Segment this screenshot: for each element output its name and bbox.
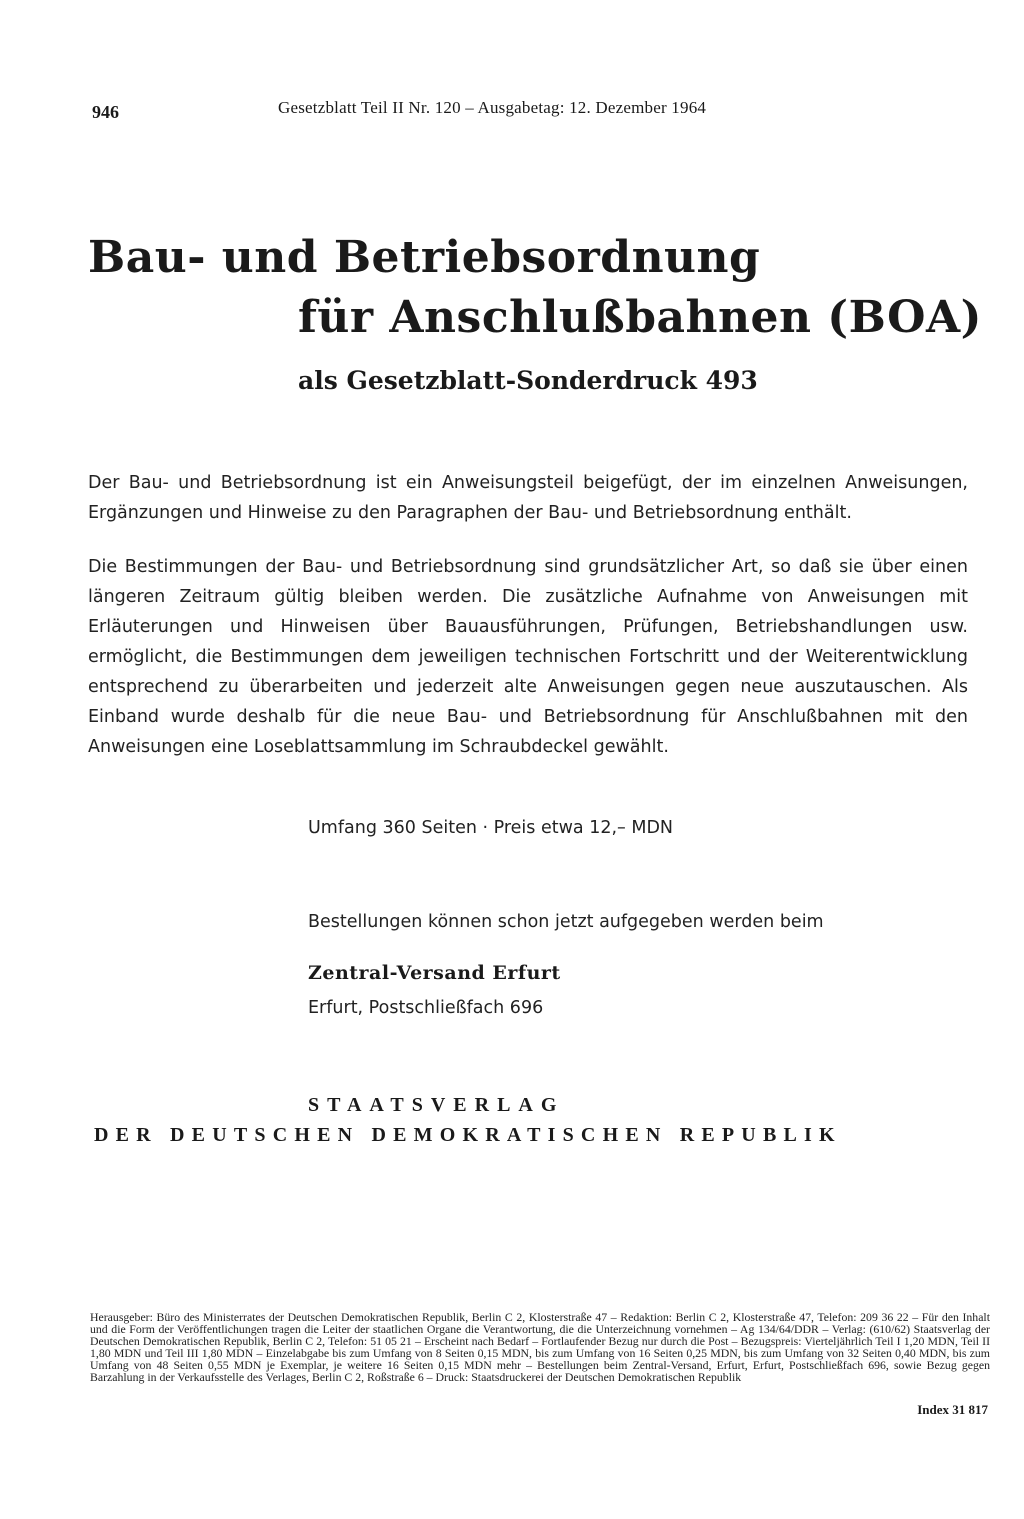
subtitle: als Gesetzblatt-Sonderdruck 493 xyxy=(298,366,758,395)
imprint-text: Herausgeber: Büro des Ministerrates der Deutschen Demokratischen Republik, Berlin C 2, Klosterstraße 47 – Redaktion: Berlin C 2, Klosterstraße 47, Telefon: 209 36 22 – Für den Inhalt und die Form der Veröffentlichungen tragen die Leiter der staatlichen Organe die Verantwortung, die die Unterzeichnung vornehmen – Ag 134/64/DDR – Verlag: (610/62) Staatsverlag der Deutschen Demokratischen Republik, Berlin C 2, Telefon: 51 05 21 – Erscheint nach Bedarf – Fortlaufender Bezug nur durch die Post – Bezugspreis: Vierteljährlich Teil I 1,20 MDN, Teil II 1,80 MDN und Teil III 1,80 MDN – Einzelabgabe bis zum Umfang von 8 Seiten 0,15 MDN, bis zum Umfang von 16 Seiten 0,25 MDN, bis zum Umfang von 32 Seiten 0,40 MDN, bis zum Umfang von 48 Seiten 0,55 MDN je Exemplar, je weitere 16 Seiten 0,15 MDN mehr – Bestellungen beim Zentral-Versand, Erfurt, Erfurt, Postschließfach 696, sowie Bezug gegen Barzahlung in der Verkaufsstelle des Verlages, Berlin C 2, Roßstraße 6 – Druck: Staatsdruckerei der Deutschen Demokratischen Republik xyxy=(90,1310,990,1384)
order-note: Bestellungen können schon jetzt aufgegeben werden beim xyxy=(308,912,824,932)
publisher-line-2: DER DEUTSCHEN DEMOKRATISCHEN REPUBLIK xyxy=(94,1124,842,1146)
paragraph-2: Die Bestimmungen der Bau- und Betriebsordnung sind grundsätzlicher Art, so daß sie über einen längeren Zeitraum gültig bleiben werden. Die zusätzliche Aufnahme von Anweisungen mit Erläuterungen und Hinweisen über Bauausführungen, Prüfungen, Betriebshandlungen usw. ermöglicht, die Bestimmungen dem jeweiligen technischen Fortschritt und der Weiterentwicklung entsprechend zu überarbeiten und jederzeit alte Anweisungen gegen neue auszutauschen. Als Einband wurde deshalb für die neue Bau- und Betriebsordnung für Anschlußbahnen mit den Anweisungen eine Loseblattsammlung im Schraubdeckel gewählt. xyxy=(88,557,968,757)
title-line-1: Bau- und Betriebsordnung xyxy=(88,232,761,283)
page-number: 946 xyxy=(92,102,119,122)
vendor-address: Erfurt, Postschließfach 696 xyxy=(308,998,544,1018)
paragraph-1: Der Bau- und Betriebsordnung ist ein Anweisungsteil beigefügt, der im einzelnen Anweisungen, Ergänzungen und Hinweise zu den Paragraphen der Bau- und Betriebsordnung enthält. xyxy=(88,473,968,523)
scope-price-line: Umfang 360 Seiten · Preis etwa 12,– MDN xyxy=(308,818,674,838)
index-label: Index 31 817 xyxy=(917,1402,988,1417)
page-header xyxy=(92,98,932,128)
publisher-line-1: STAATSVERLAG xyxy=(308,1094,565,1116)
running-head: Gesetzblatt Teil II Nr. 120 – Ausgabetag: 12. Dezember 1964 xyxy=(278,98,707,117)
title-line-2: für Anschlußbahnen (BOA) xyxy=(298,292,982,343)
vendor-name: Zentral-Versand Erfurt xyxy=(308,962,561,984)
